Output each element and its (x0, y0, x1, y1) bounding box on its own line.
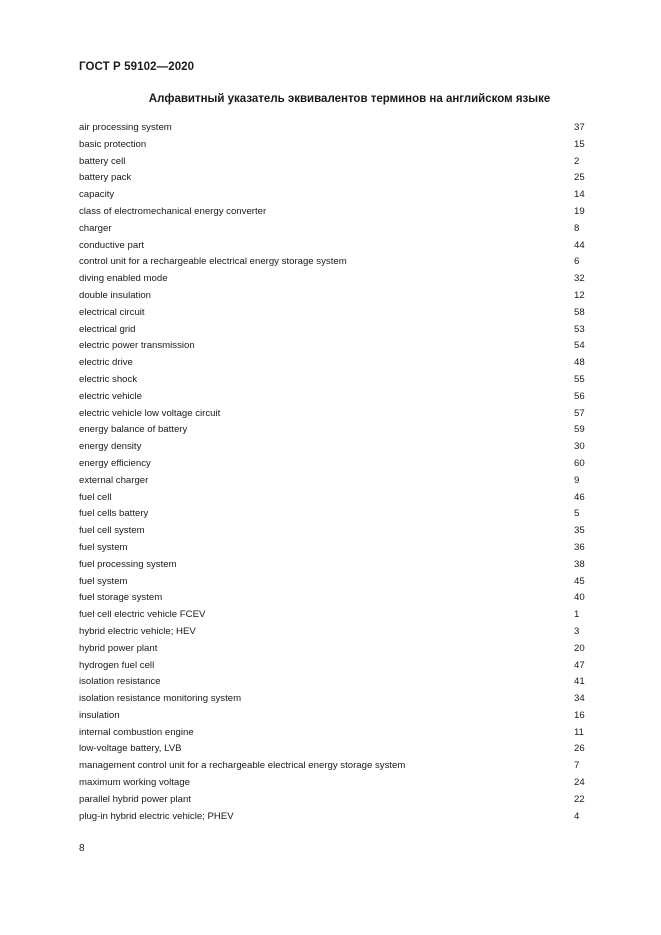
index-entry-term: management control unit for a rechargeable electrical energy storage system (79, 760, 406, 772)
index-entry (79, 641, 589, 658)
index-entry-term: insulation (79, 709, 120, 721)
index-entry-number: 36 (574, 541, 585, 553)
index-entry-term: external charger (79, 474, 149, 486)
index-entry (79, 187, 589, 204)
index-entry-term: air processing system (79, 122, 172, 133)
index-entry (79, 725, 589, 742)
index-entry-number: 58 (574, 306, 585, 318)
index-entry-number: 54 (574, 340, 585, 352)
index-entry-number: 8 (574, 222, 580, 234)
index-entry-term: electric vehicle (79, 390, 142, 402)
index-entry-number: 59 (574, 424, 585, 436)
index-entry-term: fuel storage system (79, 592, 163, 604)
index-entry-term: electric vehicle low voltage circuit (79, 407, 221, 419)
index-entry (79, 557, 589, 574)
index-entry-term: charger (79, 222, 112, 234)
index-entry-term: fuel system (79, 541, 128, 553)
index-entry (79, 607, 589, 624)
index-entry-number: 7 (574, 760, 580, 772)
index-entry (79, 473, 589, 490)
index-entry-number: 40 (574, 592, 585, 604)
index-entry-number: 3 (574, 625, 580, 637)
index-entry (79, 221, 589, 238)
index-entry-term: fuel cell electric vehicle FCEV (79, 609, 206, 621)
index-entry (79, 792, 589, 809)
index-entry-term: electric shock (79, 373, 138, 385)
index-entry (79, 574, 589, 591)
index-entry-number: 41 (574, 676, 585, 688)
index-entry-term: class of electromechanical energy converter (79, 205, 267, 217)
index-entry-number: 14 (574, 189, 585, 201)
index-entry-term: plug-in hybrid electric vehicle; PHEV (79, 810, 234, 822)
index-entry (79, 775, 589, 792)
index-entry-number: 60 (574, 457, 585, 469)
index-entry-number: 46 (574, 491, 585, 503)
index-entry (79, 406, 589, 423)
index-entry-number: 34 (574, 693, 585, 705)
index-list (79, 120, 589, 825)
index-entry (79, 271, 589, 288)
index-entry-number: 19 (574, 205, 585, 217)
index-entry (79, 590, 589, 607)
index-entry (79, 288, 589, 305)
index-entry-number: 53 (574, 323, 585, 335)
index-entry (79, 137, 589, 154)
index-entry-number: 32 (574, 273, 585, 285)
index-entry (79, 154, 589, 171)
index-entry-number: 57 (574, 407, 585, 419)
index-entry-number: 12 (574, 289, 585, 301)
index-entry-term: fuel cell system (79, 525, 145, 537)
index-entry (79, 372, 589, 389)
index-entry-term: parallel hybrid power plant (79, 793, 191, 805)
index-entry-term: hydrogen fuel cell (79, 659, 155, 671)
index-entry-term: battery pack (79, 172, 132, 184)
index-entry (79, 758, 589, 775)
index-entry (79, 254, 589, 271)
index-entry (79, 456, 589, 473)
index-entry-term: conductive part (79, 239, 145, 251)
index-entry-number: 30 (574, 441, 585, 453)
index-entry-term: double insulation (79, 289, 152, 301)
index-entry-term: isolation resistance (79, 676, 161, 688)
index-entry (79, 708, 589, 725)
index-entry-number: 55 (574, 373, 585, 385)
index-entry (79, 540, 589, 557)
index-entry-term: basic protection (79, 138, 147, 150)
index-entry-term: maximum working voltage (79, 777, 190, 789)
index-entry-term: energy efficiency (79, 457, 151, 469)
index-title: Алфавитный указатель эквивалентов терминов на английском языке (148, 93, 551, 105)
index-entry (79, 506, 589, 523)
index-entry-term: energy balance of battery (79, 424, 188, 436)
index-entry (79, 809, 589, 826)
index-entry (79, 658, 589, 675)
index-entry-term: capacity (79, 189, 115, 201)
index-entry-number: 6 (574, 256, 580, 268)
index-entry (79, 624, 589, 641)
index-entry-number: 38 (574, 558, 585, 570)
index-entry-number: 20 (574, 642, 585, 654)
index-entry (79, 238, 589, 255)
index-entry-number: 48 (574, 357, 585, 369)
index-entry-number: 56 (574, 390, 585, 402)
index-entry-term: electrical grid (79, 323, 136, 335)
index-entry-term: electric power transmission (79, 340, 195, 352)
index-entry (79, 120, 589, 137)
index-entry-term: internal combustion engine (79, 726, 194, 738)
index-entry-term: hybrid power plant (79, 642, 158, 654)
index-entry (79, 691, 589, 708)
index-entry-term: electrical circuit (79, 306, 145, 318)
index-entry-number: 15 (574, 138, 585, 150)
index-entry (79, 305, 589, 322)
index-entry-number: 25 (574, 172, 585, 184)
index-entry (79, 439, 589, 456)
index-entry-number: 26 (574, 743, 585, 755)
index-entry-term: hybrid electric vehicle; HEV (79, 625, 196, 637)
index-entry (79, 355, 589, 372)
index-entry (79, 338, 589, 355)
index-entry-term: fuel cell (79, 491, 112, 503)
index-entry (79, 523, 589, 540)
index-entry (79, 674, 589, 691)
index-entry-term: diving enabled mode (79, 273, 168, 285)
index-entry (79, 422, 589, 439)
index-entry-number: 45 (574, 575, 585, 587)
index-entry-number: 2 (574, 155, 580, 167)
index-entry-number: 44 (574, 239, 585, 251)
index-entry (79, 322, 589, 339)
index-entry-number: 9 (574, 474, 580, 486)
index-entry-number: 24 (574, 777, 585, 789)
document-code: ГОСТ Р 59102—2020 (79, 61, 195, 73)
index-entry-term: isolation resistance monitoring system (79, 693, 242, 705)
index-entry (79, 389, 589, 406)
index-entry-number: 1 (574, 609, 580, 621)
index-entry (79, 204, 589, 221)
index-entry-term: fuel processing system (79, 558, 177, 570)
index-entry (79, 170, 589, 187)
index-entry-number: 47 (574, 659, 585, 671)
index-entry-number: 35 (574, 525, 585, 537)
index-entry-term: electric drive (79, 357, 133, 369)
page-number: 8 (79, 843, 85, 854)
index-entry-term: control unit for a rechargeable electrical energy storage system (79, 256, 347, 268)
index-entry-number: 37 (574, 122, 585, 133)
index-entry-number: 16 (574, 709, 585, 721)
index-entry-term: energy density (79, 441, 142, 453)
index-entry-term: low-voltage battery, LVB (79, 743, 182, 755)
index-entry (79, 490, 589, 507)
index-entry-number: 4 (574, 810, 580, 822)
index-entry (79, 741, 589, 758)
index-entry-term: battery cell (79, 155, 126, 167)
index-entry-term: fuel system (79, 575, 128, 587)
index-entry-number: 5 (574, 508, 580, 520)
index-entry-term: fuel cells battery (79, 508, 149, 520)
index-entry-number: 22 (574, 793, 585, 805)
index-entry-number: 11 (574, 726, 584, 738)
